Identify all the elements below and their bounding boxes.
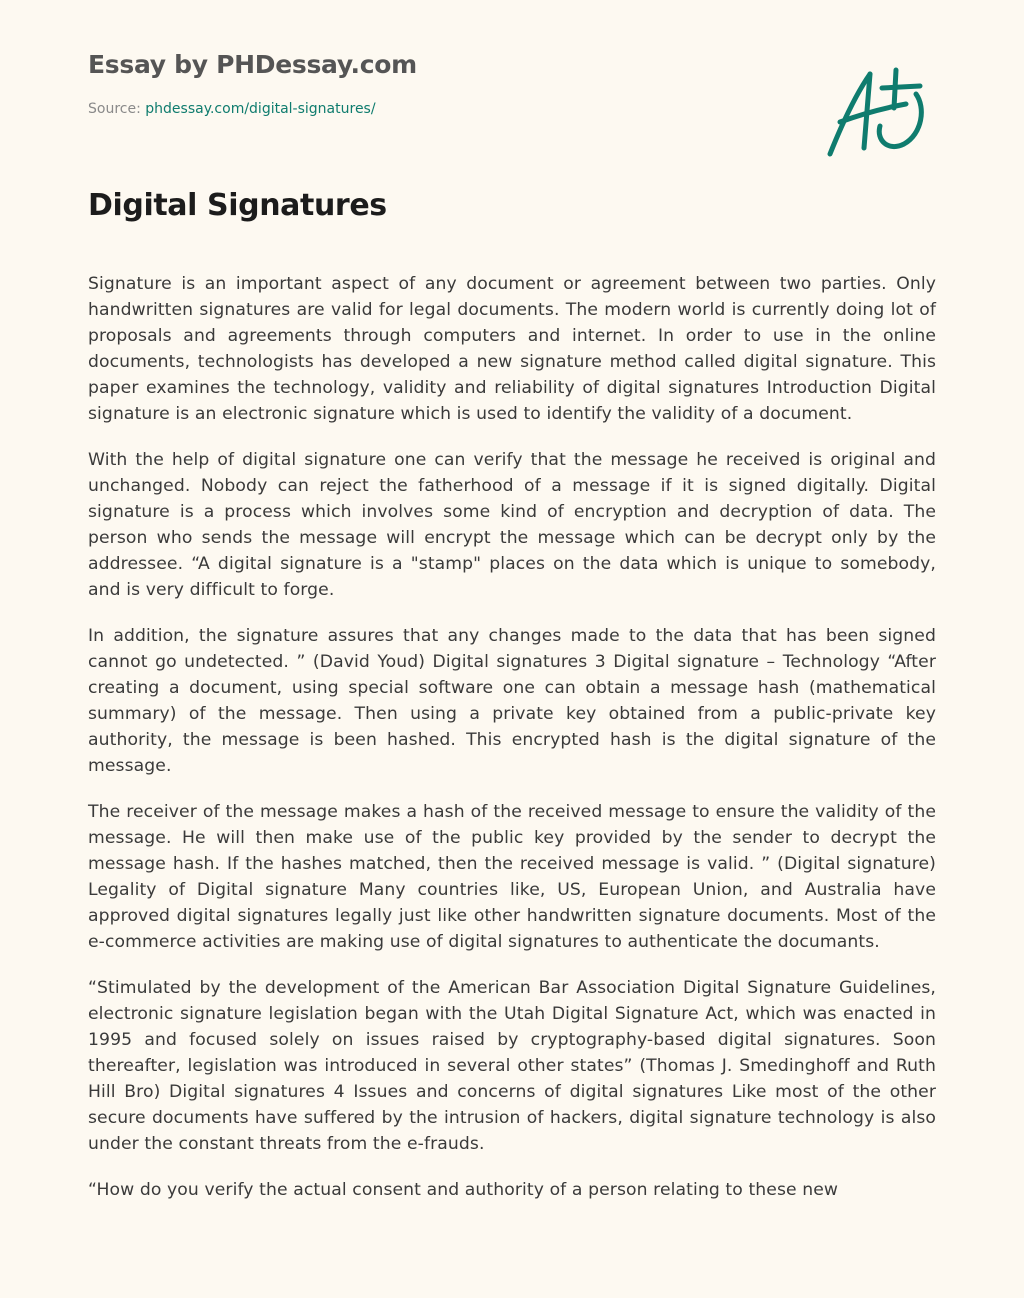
essay-paragraph: In addition, the signature assures that any changes made to the data that has been signed cannot go undetected. ” (David Youd) Digital signatures 3 Digital signature – Technology “After creating a document, using special software one can obtain a message hash (mathematical summary) of the message. Then using a private key obtained from a public-private key authority, the message is been hashed. This encrypted hash is the digital signature of the message. [88, 626, 936, 776]
essay-paragraph: The receiver of the message makes a hash of the received message to ensure the validity of the message. He will then make use of the public key provided by the sender to decrypt the message hash. If the hashes matched, then the received message is valid. ” (Digital signature) Legality of Digital signature Many countries like, US, European Union, and Australia have approved digital signatures legally just like other handwritten signature documents. Most of the e-commerce activities are making use of digital signatures to authenticate the documants. [88, 802, 936, 952]
essay-body [88, 271, 936, 1223]
document-title: Digital Signatures [88, 188, 387, 223]
essay-paragraph: With the help of digital signature one can verify that the message he received is original and unchanged. Nobody can reject the fatherhood of a message if it is signed digitally. Digital signature is a process which involves some kind of encryption and decryption of data. The person who sends the message will encrypt the message which can be decrypt only by the addressee. “A digital signature is a "stamp" places on the data which is unique to somebody, and is very difficult to forge. [88, 450, 936, 600]
site-title: Essay by PHDessay.com [88, 50, 417, 79]
source-link[interactable]: phdessay.com/digital-signatures/ [145, 101, 376, 117]
essay-paragraph: “How do you verify the actual consent and authority of a person relating to these new [88, 1180, 839, 1200]
a-plus-grade-icon [822, 64, 928, 160]
essay-paragraph: “Stimulated by the development of the American Bar Association Digital Signature Guidelines, electronic signature legislation began with the Utah Digital Signature Act, which was enacted in 1995 and focused solely on issues raised by cryptography-based digital signatures. Soon thereafter, legislation was introduced in several other states” (Thomas J. Smedinghoff and Ruth Hill Bro) Digital signatures 4 Issues and concerns of digital signatures Like most of the other secure documents have suffered by the intrusion of hackers, digital signature technology is also under the constant threats from the e-frauds. [88, 978, 936, 1154]
source-line [88, 101, 376, 117]
essay-paragraph: Signature is an important aspect of any document or agreement between two parties. Only handwritten signatures are valid for legal documents. The modern world is currently doing lot of proposals and agreements through computers and internet. In order to use in the online documents, technologists has developed a new signature method called digital signature. This paper examines the technology, validity and reliability of digital signatures Introduction Digital signature is an electronic signature which is used to identify the validity of a document. [88, 274, 936, 424]
source-label: Source: [88, 101, 146, 117]
